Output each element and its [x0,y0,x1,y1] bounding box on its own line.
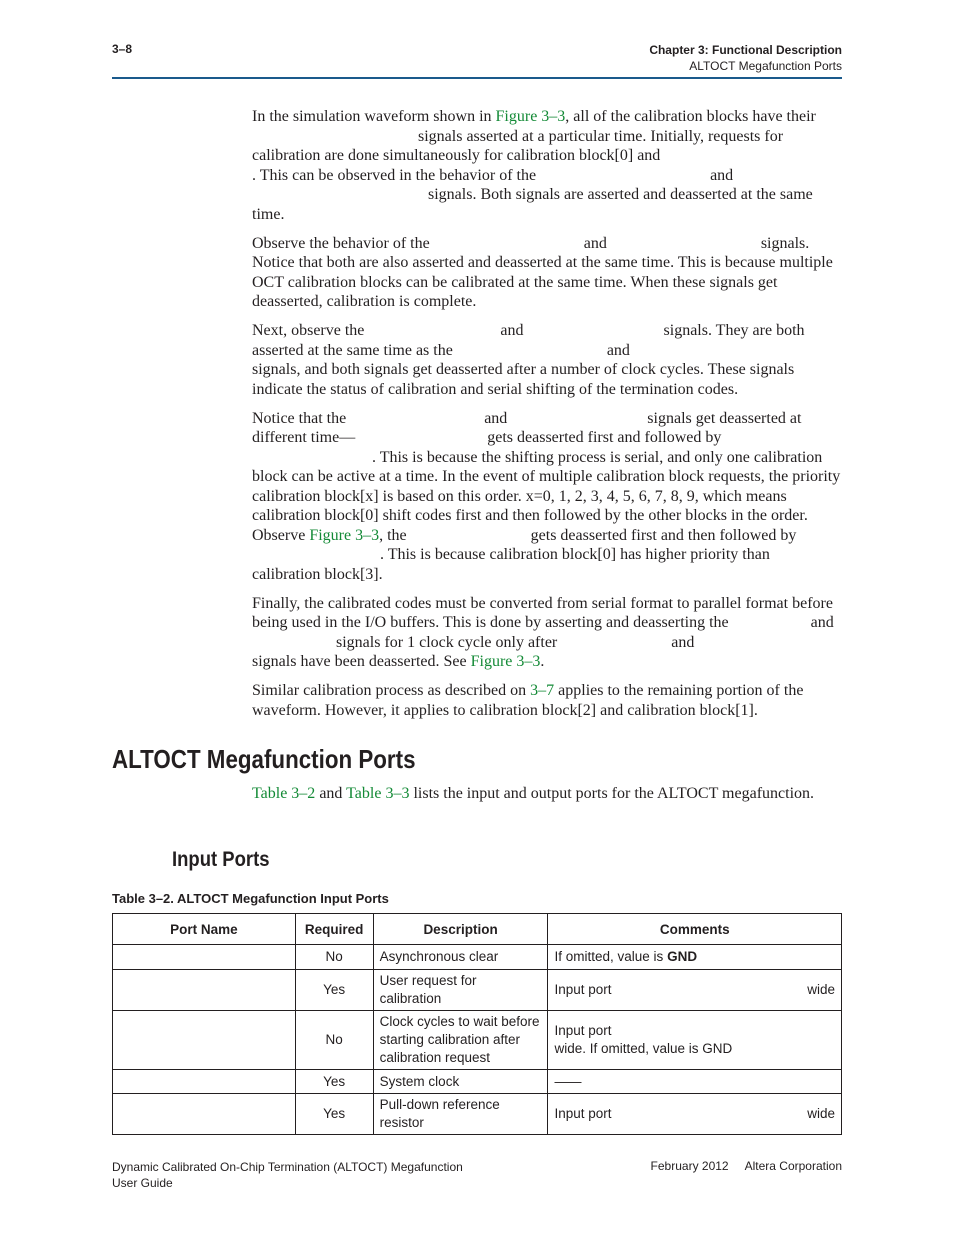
port-name-cell [113,1011,296,1070]
page-number: 3–8 [112,42,133,56]
p1-a: In the simulation waveform shown in [252,108,492,125]
section-heading: ALTOCT Megafunction Ports [112,744,416,774]
figure-3-3-link[interactable]: Figure 3–3 [495,108,566,125]
comment-text: Input port [554,982,612,997]
port-name-cell [113,970,296,1011]
p1-c: signals asserted at a particular time. Initially, requests for calibration are done simultaneously for calibration block[0] and [252,127,784,164]
p2-c: signals. Notice that both are also asserted and deasserted at the same time. This is because multiple OCT calibration blocks can be calibrated at the same time. When these signals get deasserted, calibration is complete. [252,234,833,310]
description-cell: Asynchronous clear [373,945,548,970]
header-port-name: Port Name [113,914,296,945]
comment-text: Input port [554,1106,612,1121]
footer-title [112,1159,463,1191]
section-intro-paragraph [252,784,842,804]
comment-bold: GND [667,949,698,964]
chapter-title: Chapter 3: Functional Description [649,43,842,57]
p3-e: signals, and both signals get deasserted after a number of clock cycles. These signals indicate the status of calibration and serial shifting of the termination codes. [252,361,795,398]
paragraph-2 [252,234,842,312]
p1-e: and [710,166,734,184]
table-3-2-link[interactable]: Table 3–2 [252,785,316,802]
footer-right [651,1159,842,1173]
paragraph-5 [252,594,842,672]
table-3-3-link[interactable]: Table 3–3 [346,785,410,802]
p4-e: . This is because the shifting process is serial, and only one calibration block can be active at a time. In the event of multiple calibration block requests, the priority calibration block[x] is based on this order. x=0, 1, 2, 3, 4, 5, 6, 7, 8, 9, which means calibration block[0] shift codes first and then followed by the other blocks in the order. Observe [252,448,841,544]
p6-b: applies to the remaining portion of the waveform. However, it applies to calibration block[2] and calibration block[1]. [252,682,804,719]
port-name-cell [113,945,296,970]
section-intro [252,784,842,813]
p2-a: Observe the behavior of the [252,234,430,252]
paragraph-4 [252,409,842,585]
table-row [113,1011,842,1070]
footer-date: February 2012 [650,1159,729,1173]
p4-a: Notice that the [252,409,347,427]
port-name-cell [113,1094,296,1135]
section-title: ALTOCT Megafunction Ports [689,59,842,73]
required-cell: No [295,945,373,970]
required-cell: Yes [295,1094,373,1135]
p1-b: , all of the calibration blocks have their [565,108,816,125]
p5-a: Finally, the calibrated codes must be converted from serial format to parallel format before being used in the I/O buffers. This is done by asserting and deasserting the [252,594,833,631]
p4-h: . This is because calibration block[0] has higher priority than calibration block[3]. [252,546,770,583]
running-header [649,42,842,74]
comment-right: wide [807,1106,835,1121]
intro-b: lists the input and output ports for the ALTOCT megafunction. [413,785,815,802]
header-rule [112,77,842,79]
input-ports-table [112,913,842,1135]
p4-f: , the [379,526,407,544]
table-row [113,1070,842,1094]
table-row [113,970,842,1011]
footer-company: Altera Corporation [744,1159,842,1173]
p4-g: gets deasserted first and then followed by [530,526,797,544]
footer-title-line2: User Guide [112,1176,173,1190]
p5-f: . [540,653,545,670]
comment-text: If omitted, value is [554,949,664,964]
table-caption: Table 3–2. ALTOCT Megafunction Input Ports [112,891,389,906]
p4-c: signals get deasserted at different time— [252,409,802,446]
required-cell: Yes [295,970,373,1011]
description-cell: System clock [373,1070,548,1094]
p3-d: and [606,341,630,359]
p1-d: . This can be observed in the behavior of the [252,166,537,184]
paragraph-1 [252,107,842,224]
required-cell: No [295,1011,373,1070]
p1-f: signals. Both signals are asserted and deasserted at the same time. [252,186,813,223]
port-name-cell [113,1070,296,1094]
comment-line2: wide. If omitted, value is GND [554,1041,733,1056]
header-required: Required [295,914,373,945]
p5-c: signals for 1 clock cycle only after [336,633,558,651]
body-paragraphs [252,107,842,730]
paragraph-6 [252,681,842,720]
comments-cell [548,970,842,1011]
p2-b: and [583,234,607,252]
intro-a: and [319,785,343,802]
comment-text: Input port [554,1023,612,1038]
p3-b: and [500,322,524,339]
comment-right: wide [807,982,835,997]
figure-3-3-link-3[interactable]: Figure 3–3 [470,653,541,670]
required-cell: Yes [295,1070,373,1094]
p3-a: Next, observe the [252,322,365,339]
page-3-7-link[interactable]: 3–7 [530,682,555,699]
comments-cell [548,1011,842,1070]
figure-3-3-link-2[interactable]: Figure 3–3 [309,526,380,544]
header-description: Description [373,914,548,945]
p5-e: signals have been deasserted. See [252,653,467,670]
p3-c: signals. They are both asserted at the same time as the [252,322,805,359]
comments-cell [548,1070,842,1094]
p4-b: and [484,409,508,427]
description-cell: User request for calibration [373,970,548,1011]
table-row [113,945,842,970]
comments-cell [548,945,842,970]
p5-b: and [810,614,834,631]
p5-d: and [671,633,695,651]
footer-title-line1: Dynamic Calibrated On-Chip Termination (ALTOCT) Megafunction [112,1160,463,1174]
description-cell: Pull-down reference resistor [373,1094,548,1135]
description-cell: Clock cycles to wait before starting calibration after calibration request [373,1011,548,1070]
table-row [113,1094,842,1135]
p6-a: Similar calibration process as described on [252,682,527,699]
subsection-heading: Input Ports [172,848,270,871]
header-comments: Comments [548,914,842,945]
table-header-row [113,914,842,945]
comment-text: —— [554,1073,582,1089]
p4-d: gets deasserted first and followed by [487,429,722,446]
paragraph-3 [252,321,842,399]
comments-cell [548,1094,842,1135]
